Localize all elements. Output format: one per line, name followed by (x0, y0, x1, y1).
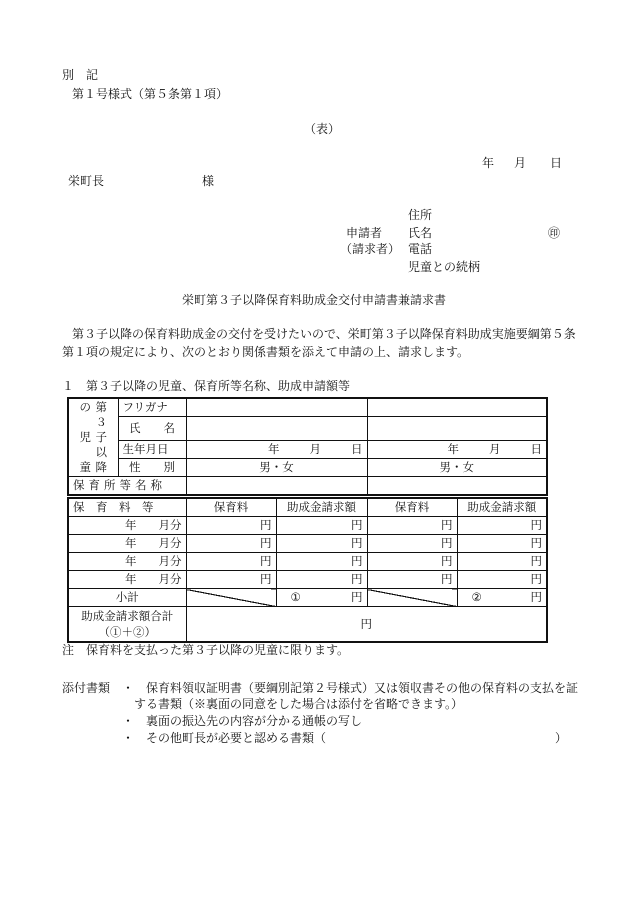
relation-label: 児童との続柄 (408, 260, 481, 274)
claim-cell[interactable]: 円 (457, 535, 547, 553)
table-row (68, 571, 547, 589)
addressee-name: 栄町長 (68, 174, 105, 188)
table-row (68, 417, 547, 441)
table-note: 注 保育料を支払った第３子以降の児童に限ります。 (62, 643, 350, 657)
claim-header-2: 助成金請求額 (457, 498, 547, 517)
sex-label: 性 別 (118, 459, 186, 477)
fee-cell[interactable]: 円 (367, 571, 457, 589)
table-row (68, 398, 547, 417)
sex-cell-1[interactable]: 男・女 (186, 459, 367, 477)
seal-mark: ㊞ (548, 226, 561, 240)
fee-header-1: 保育料 (186, 498, 276, 517)
claim-cell[interactable]: 円 (276, 535, 367, 553)
child-name-cell-1[interactable] (186, 417, 367, 441)
furigana-cell-2[interactable] (367, 398, 547, 417)
address-label: 住所 (408, 208, 433, 222)
form-number: 第１号様式（第５条第１項） (72, 87, 229, 101)
attachment-item-1-cont: する書類（※裏面の同意をした場合は添付を省略できます。） (134, 697, 464, 711)
furigana-cell-1[interactable] (186, 398, 367, 417)
attachment-item-2: 裏面の振込先の内容が分かる通帳の写し (146, 714, 363, 728)
month-label: 年 月分 (68, 517, 186, 535)
sex-cell-2[interactable]: 男・女 (367, 459, 547, 477)
appendix-label: 別 記 (62, 68, 99, 82)
table-row (68, 477, 547, 496)
attachments-label: 添付書類 (62, 681, 111, 695)
table-row (68, 607, 547, 643)
section-title: １ 第３子以降の児童、保育所等名称、助成申請額等 (62, 379, 351, 393)
name-row-label: 氏 名 (118, 417, 186, 441)
date-year: 年 (482, 156, 495, 170)
month-label: 年 月分 (68, 535, 186, 553)
attachment-item-3: その他町長が必要と認める書類（ (146, 731, 327, 745)
subtotal-diagonal-1 (186, 589, 276, 607)
month-label: 年 月分 (68, 553, 186, 571)
table-row (68, 535, 547, 553)
fee-cell[interactable]: 円 (186, 535, 276, 553)
applicant-role-paren: （請求者） (340, 242, 401, 256)
application-table (67, 397, 548, 496)
table-row (68, 498, 547, 517)
addressee-honorific: 様 (202, 174, 215, 188)
birth-cell-2[interactable]: 年 月 日 (367, 441, 547, 459)
phone-label: 電話 (408, 242, 433, 256)
fee-cell[interactable]: 円 (186, 571, 276, 589)
subtotal-cell-2[interactable]: ② 円 (457, 589, 547, 607)
subtotal-diagonal-2 (367, 589, 457, 607)
birth-label: 生年月日 (118, 441, 186, 459)
fee-cell[interactable]: 円 (367, 517, 457, 535)
subtotal-label: 小計 (68, 589, 186, 607)
claim-cell[interactable]: 円 (457, 517, 547, 535)
table-row (68, 441, 547, 459)
claim-cell[interactable]: 円 (457, 571, 547, 589)
facility-label: 保育所等名称 (68, 477, 186, 496)
bullet: ・ (122, 714, 135, 728)
bullet: ・ (122, 731, 135, 745)
table-row (68, 459, 547, 477)
fee-table (67, 497, 548, 643)
body-line-2: 第１項の規定により、次のとおり関係書類を添えて申請の上、請求します。 (62, 345, 470, 359)
facility-cell-2[interactable] (367, 477, 547, 496)
total-label: 助成金請求額合計 （①＋②） (68, 607, 186, 643)
fee-cell[interactable]: 円 (186, 553, 276, 571)
applicant-role: 申請者 (346, 226, 383, 240)
table-row (68, 589, 547, 607)
claim-cell[interactable]: 円 (276, 517, 367, 535)
facility-cell-1[interactable] (186, 477, 367, 496)
month-label: 年 月分 (68, 571, 186, 589)
bullet: ・ (122, 681, 135, 695)
furigana-label: フリガナ (118, 398, 186, 417)
body-line-1: 第３子以降の保育料助成金の交付を受けたいので、栄町第３子以降保育料助成実施要綱第５条 (72, 327, 576, 341)
fees-label: 保 育 料 等 (68, 498, 186, 517)
table-row (68, 517, 547, 535)
child-group-label: 第 ３ 子 以 降 の 児 童 (68, 398, 118, 477)
fee-cell[interactable]: 円 (367, 553, 457, 571)
total-cell[interactable]: 円 (186, 607, 547, 643)
date-month: 月 (514, 156, 527, 170)
claim-cell[interactable]: 円 (276, 553, 367, 571)
attachment-item-1: 保育料領収証明書（要綱別記第２号様式）又は領収書その他の保育料の支払を証 (146, 681, 579, 695)
attachment-item-3-close: ） (555, 731, 568, 745)
name-label: 氏名 (408, 226, 433, 240)
claim-header-1: 助成金請求額 (276, 498, 367, 517)
claim-cell[interactable]: 円 (276, 571, 367, 589)
fee-header-2: 保育料 (367, 498, 457, 517)
claim-cell[interactable]: 円 (457, 553, 547, 571)
subtotal-cell-1[interactable]: ① 円 (276, 589, 367, 607)
table-row (68, 553, 547, 571)
side-label: （表） (304, 122, 341, 136)
birth-cell-1[interactable]: 年 月 日 (186, 441, 367, 459)
fee-cell[interactable]: 円 (367, 535, 457, 553)
date-day: 日 (550, 156, 563, 170)
document-title: 栄町第３子以降保育料助成金交付申請書兼請求書 (182, 293, 447, 307)
child-name-cell-2[interactable] (367, 417, 547, 441)
fee-cell[interactable]: 円 (186, 517, 276, 535)
